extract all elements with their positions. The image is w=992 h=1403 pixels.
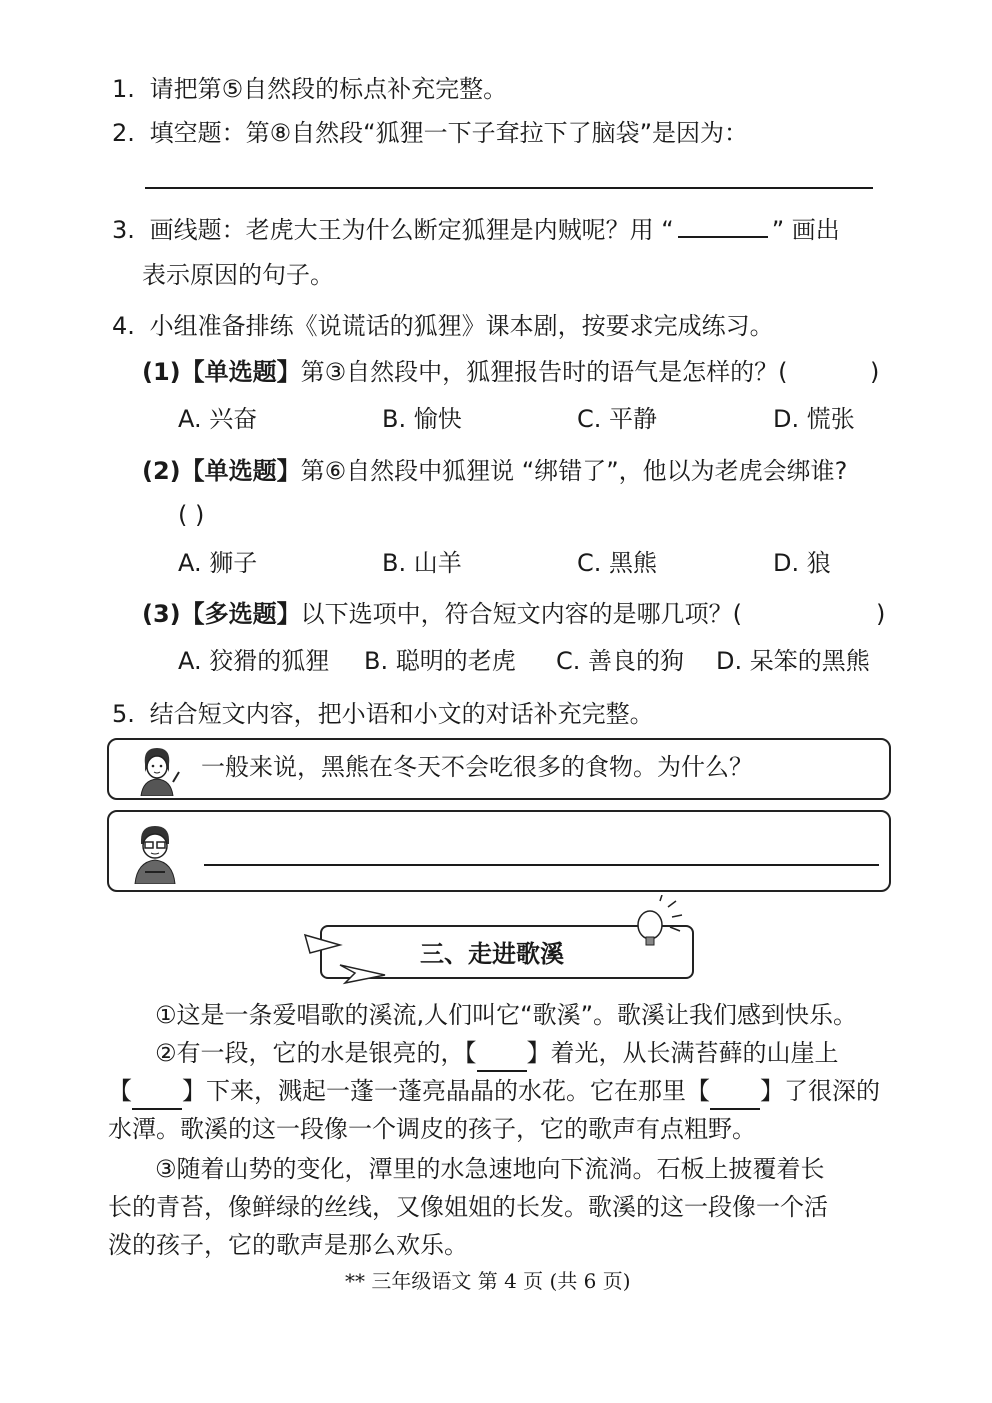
subquestion-2 xyxy=(142,456,847,486)
fill-blank[interactable] xyxy=(710,1084,760,1110)
underline-sample xyxy=(678,216,768,238)
paragraph-3-line-1: ③随着山势的变化，潭里的水急速地向下流淌。石板上披覆着长 xyxy=(155,1155,825,1183)
question-1 xyxy=(112,74,507,104)
option-b[interactable]: B. 聪明的老虎 xyxy=(364,647,516,675)
question-text: 结合短文内容，把小语和小文的对话补充完整。 xyxy=(149,700,654,728)
paragraph-text: 】下来，溅起一蓬一蓬亮晶晶的水花。它在那里【 xyxy=(182,1077,710,1105)
section-title: 三、走进歌溪 xyxy=(420,940,564,968)
option-b[interactable]: B. 愉快 xyxy=(382,405,462,433)
option-b[interactable]: B. 山羊 xyxy=(382,549,462,577)
option-d[interactable]: D. 慌张 xyxy=(773,405,855,433)
paragraph-1: ①这是一条爱唱歌的溪流,人们叫它“歌溪”。歌溪让我们感到快乐。 xyxy=(155,1001,858,1029)
subquestion-1 xyxy=(142,357,788,387)
paragraph-3-line-3: 泼的孩子，它的歌声是那么欢乐。 xyxy=(108,1231,468,1259)
paragraph-2-line-3: 水潭。歌溪的这一段像一个调皮的孩子，它的歌声有点粗野。 xyxy=(108,1115,756,1143)
dialog-box-1 xyxy=(107,738,891,800)
fill-blank[interactable] xyxy=(477,1046,527,1072)
question-text: 填空题：第⑧自然段“狐狸一下子耷拉下了脑袋”是因为： xyxy=(149,119,749,147)
question-text: 小组准备排练《说谎话的狐狸》课本剧，按要求完成练习。 xyxy=(149,312,774,340)
answer-paren[interactable]: ( ) xyxy=(178,501,205,529)
option-c[interactable]: C. 善良的狗 xyxy=(556,647,685,675)
question-number: 1. xyxy=(112,75,135,103)
page-footer: ** 三年级语文 第 4 页 (共 6 页) xyxy=(345,1269,631,1293)
paragraph-text: 】了很深的 xyxy=(760,1077,880,1105)
boy-avatar-icon xyxy=(127,820,183,884)
option-c[interactable]: C. 平静 xyxy=(577,405,658,433)
paragraph-text: 】着光，从长满苔藓的山崖上 xyxy=(526,1039,839,1067)
subquestion-3 xyxy=(142,599,742,629)
question-text: 画线题：老虎大王为什么断定狐狸是内贼呢？用 “ xyxy=(149,216,674,244)
option-a[interactable]: A. 狮子 xyxy=(178,549,258,577)
question-number: 3. xyxy=(112,216,135,244)
option-c[interactable]: C. 黑熊 xyxy=(577,549,658,577)
question-4 xyxy=(112,311,774,341)
paragraph-text: ②有一段，它的水是银亮的，【 xyxy=(155,1039,477,1067)
answer-line[interactable] xyxy=(145,187,873,189)
option-a[interactable]: A. 兴奋 xyxy=(178,405,258,433)
answer-paren-close[interactable]: ) xyxy=(876,600,886,628)
question-2 xyxy=(112,118,748,148)
paper-plane-icon xyxy=(300,925,390,985)
question-number: 5. xyxy=(112,700,135,728)
question-number: 4. xyxy=(112,312,135,340)
girl-avatar-icon xyxy=(131,742,183,796)
question-text-end: ” 画出 xyxy=(771,216,840,244)
paragraph-text: 【 xyxy=(108,1077,132,1105)
dialog-text: 一般来说，黑熊在冬天不会吃很多的食物。为什么？ xyxy=(201,753,753,781)
dialog-box-2 xyxy=(107,810,891,892)
answer-line[interactable] xyxy=(204,864,879,866)
subquestion-text: 第③自然段中，狐狸报告时的语气是怎样的？( xyxy=(300,358,788,386)
lightbulb-icon xyxy=(620,895,695,950)
paragraph-2-line-1 xyxy=(155,1034,839,1072)
paragraph-2-line-2 xyxy=(108,1072,880,1110)
subquestion-label: (2)【单选题】 xyxy=(142,457,301,485)
answer-paren-close[interactable]: ) xyxy=(870,358,880,386)
question-3-cont: 表示原因的句子。 xyxy=(142,261,334,289)
fill-blank[interactable] xyxy=(132,1084,182,1110)
subquestion-text: 第⑥自然段中狐狸说 “绑错了”，他以为老虎会绑谁? xyxy=(300,457,848,485)
subquestion-label: (1)【单选题】 xyxy=(142,358,301,386)
question-3 xyxy=(112,215,840,245)
option-d[interactable]: D. 狼 xyxy=(773,549,831,577)
question-number: 2. xyxy=(112,119,135,147)
question-text: 请把第⑤自然段的标点补充完整。 xyxy=(149,75,508,103)
option-a[interactable]: A. 狡猾的狐狸 xyxy=(178,647,330,675)
subquestion-label: (3)【多选题】 xyxy=(142,600,301,628)
paragraph-3-line-2: 长的青苔，像鲜绿的丝线，又像姐姐的长发。歌溪的这一段像一个活 xyxy=(108,1193,828,1221)
question-5 xyxy=(112,699,654,729)
option-d[interactable]: D. 呆笨的黑熊 xyxy=(716,647,870,675)
subquestion-text: 以下选项中，符合短文内容的是哪几项？( xyxy=(300,600,743,628)
